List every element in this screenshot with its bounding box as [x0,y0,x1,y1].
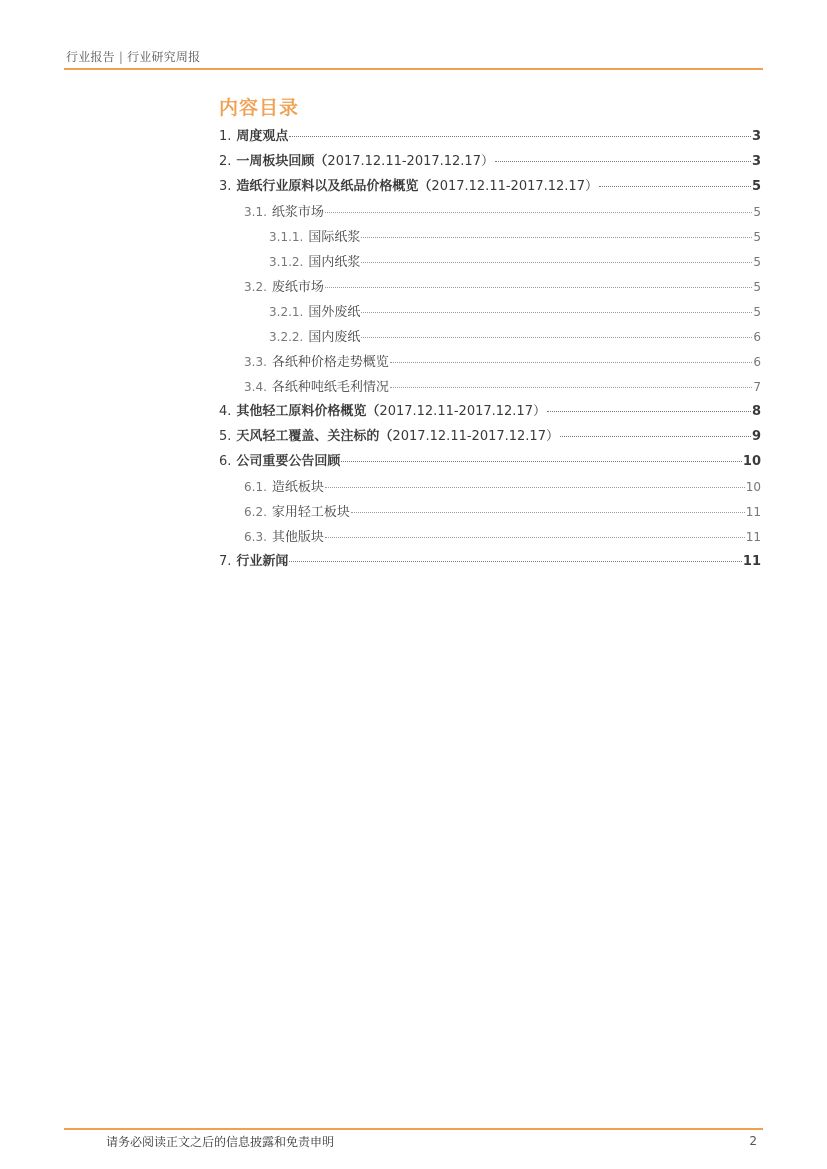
footer-divider [64,1128,763,1130]
toc-entry[interactable] [219,126,761,151]
toc-entry-number: 5. [219,429,232,444]
toc-entry-page: 7 [753,380,761,394]
toc-entry-title-text: 废纸市场 [271,280,324,295]
toc-dot-leader [390,387,752,388]
toc-dot-leader [390,362,752,363]
toc-entry-date-range: 2017.12.11-2017.12.17 [379,404,533,419]
toc-entry[interactable] [219,476,761,501]
toc-entry-title [272,352,389,374]
toc-entry-page: 5 [753,280,761,294]
toc-entry-title-text: 国外废纸 [308,305,361,320]
toc-title: 内容目录 [219,97,300,119]
toc-entry[interactable] [219,401,761,426]
toc-entry-title [236,151,494,173]
toc-entry-date-range: 2017.12.11-2017.12.17 [392,429,546,444]
toc-dot-leader [599,186,751,187]
toc-entry[interactable] [219,301,761,326]
toc-entry[interactable] [219,201,761,226]
toc-entry-title [308,327,360,349]
toc-dot-leader [547,411,751,412]
toc-dot-leader [325,212,752,213]
footer-page-number: 2 [749,1134,757,1148]
toc-entry-page: 3 [751,154,761,169]
toc-entry[interactable] [219,351,761,376]
toc-entry-close-paren: ） [532,404,546,419]
toc-entry-title-text: 国内纸浆 [308,255,361,270]
toc-entry-number: 6. [219,454,232,469]
toc-entry-number: 6.2. [244,505,267,519]
toc-entry-date-range: 2017.12.11-2017.12.17 [431,179,585,194]
toc-entry-close-paren: ） [545,429,559,444]
toc-entry-title [308,252,360,274]
toc-entry-number: 3.3. [244,355,267,369]
toc-entry-title [308,227,360,249]
toc-entry[interactable] [219,451,761,476]
header-divider [64,68,763,70]
toc-dot-leader [351,512,745,513]
toc-entry-number: 3.2. [244,280,267,294]
toc-entry-title-text: 国内废纸 [308,330,361,345]
header-report-type: 行业报告 [66,50,115,64]
toc-dot-leader [495,161,751,162]
toc-entry-page: 11 [745,530,761,544]
toc-entry-number: 3.1.1. [269,230,304,244]
toc-entry-title [236,426,559,448]
toc-dot-leader [325,287,752,288]
toc-entry-title [236,176,598,198]
toc-entry-page: 11 [745,505,761,519]
toc-entry-title-text: 行业新闻 [236,554,289,569]
toc-dot-leader [325,537,745,538]
toc-dot-leader [341,461,741,462]
toc-entry-title-text: 其他版块 [271,530,324,545]
toc-entry[interactable] [219,151,761,176]
toc-entry-title-text: 纸浆市场 [271,205,324,220]
toc-entry[interactable] [219,426,761,451]
toc-entry[interactable] [219,526,761,551]
toc-dot-leader [325,487,745,488]
toc-entry-page: 5 [753,205,761,219]
toc-dot-leader [289,561,741,562]
toc-entry[interactable] [219,501,761,526]
toc-entry[interactable] [219,326,761,351]
toc-entry-number: 4. [219,404,232,419]
toc-entry-title [272,477,324,499]
toc-entry-page: 8 [751,404,761,419]
toc-entry[interactable] [219,551,761,576]
toc-entry-title [272,277,324,299]
toc-entry[interactable] [219,376,761,401]
toc-entry-number: 3.2.2. [269,330,304,344]
toc-entry-page: 5 [751,179,761,194]
toc-entry-number: 3.2.1. [269,305,304,319]
toc-entry-number: 6.3. [244,530,267,544]
toc-entry-page: 5 [753,255,761,269]
toc-entry-page: 5 [753,230,761,244]
toc-entry-title [236,401,546,423]
toc-entry-page: 9 [751,429,761,444]
toc-entry-title [236,551,288,573]
toc-entry-page: 6 [753,355,761,369]
toc-entry-page: 6 [753,330,761,344]
toc-entry-number: 2. [219,154,232,169]
toc-entry-page: 3 [751,129,761,144]
toc-dot-leader [361,312,752,313]
toc-entry-title [308,302,360,324]
toc-entry-title-text: 造纸板块 [271,480,324,495]
toc-entry-date-range: 2017.12.11-2017.12.17 [327,154,481,169]
toc-entry-number: 1. [219,129,232,144]
toc-entry-title [272,377,389,399]
toc-entry-number: 3.1. [244,205,267,219]
toc-entry[interactable] [219,176,761,201]
toc-entry-page: 5 [753,305,761,319]
toc-entry-title [236,126,288,148]
header-separator: | [118,50,124,64]
toc-entry-title [236,451,340,473]
toc-dot-leader [361,262,752,263]
toc-entry-title-text: 一周板块回顾（ [236,154,328,169]
toc-entry-page: 10 [745,480,761,494]
table-of-contents [219,126,761,576]
toc-entry-title-text: 各纸种价格走势概览 [271,355,389,370]
toc-dot-leader [361,337,752,338]
toc-entry-title-text: 周度观点 [236,129,289,144]
toc-entry-close-paren: ） [584,179,598,194]
toc-entry-title [272,502,350,524]
toc-entry-title-text: 国际纸浆 [308,230,361,245]
header-report-subtype: 行业研究周报 [127,50,201,64]
toc-entry-title [272,202,324,224]
toc-dot-leader [289,136,751,137]
toc-dot-leader [560,436,751,437]
toc-entry[interactable] [219,251,761,276]
footer-disclaimer: 请务必阅读正文之后的信息披露和免责申明 [106,1135,335,1149]
toc-entry-title-text: 造纸行业原料以及纸品价格概览（ [236,179,432,194]
toc-entry[interactable] [219,226,761,251]
toc-dot-leader [361,237,752,238]
toc-entry-number: 3. [219,179,232,194]
toc-entry-number: 3.4. [244,380,267,394]
toc-entry-title-text: 其他轻工原料价格概览（ [236,404,380,419]
toc-entry-title-text: 各纸种吨纸毛利情况 [271,380,389,395]
toc-entry[interactable] [219,276,761,301]
toc-entry-title-text: 家用轻工板块 [271,505,350,520]
toc-entry-number: 7. [219,554,232,569]
toc-entry-title-text: 公司重要公告回顾 [236,454,341,469]
toc-entry-title-text: 天风轻工覆盖、关注标的（ [236,429,393,444]
toc-entry-number: 6.1. [244,480,267,494]
toc-entry-number: 3.1.2. [269,255,304,269]
toc-entry-page: 11 [742,554,761,569]
page-header [66,48,200,65]
toc-entry-page: 10 [742,454,761,469]
toc-entry-close-paren: ） [480,154,494,169]
toc-entry-title [272,527,324,549]
